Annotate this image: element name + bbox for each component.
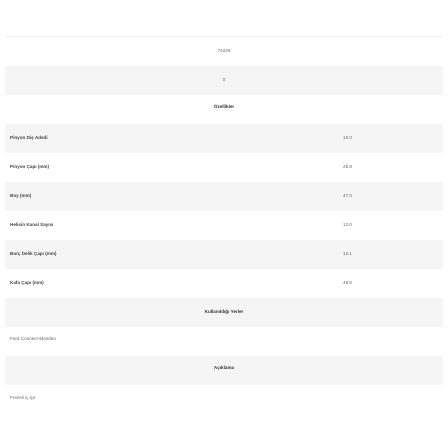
feature-label: Pinyon Çapı (mm) xyxy=(10,164,50,169)
features-heading-row xyxy=(5,95,443,124)
feature-label: Kafa Çapı (mm) xyxy=(10,280,44,285)
feature-label: Boy (mm) xyxy=(10,193,32,198)
description-text: Frezeli iç içe xyxy=(10,395,36,400)
feature-row xyxy=(5,269,443,298)
features-title: Özellikler xyxy=(213,104,235,109)
feature-row xyxy=(5,211,443,240)
product-count: 0 xyxy=(222,77,226,82)
feature-row xyxy=(5,182,443,211)
feature-row xyxy=(5,124,443,153)
usage-item: Ford Connect-Mondeo xyxy=(10,336,56,341)
description-row xyxy=(5,385,443,414)
feature-value: 47.0 xyxy=(343,193,352,198)
feature-value: 25.8 xyxy=(343,164,352,169)
feature-value: 12.0 xyxy=(343,222,352,227)
feature-label: Helisin Kanal Sayısı xyxy=(10,222,54,227)
product-code: 74225 xyxy=(217,48,231,53)
usage-heading-row xyxy=(5,298,443,327)
feature-label: Burç Delik Çapı (mm) xyxy=(10,251,57,256)
description-title: Açıklama xyxy=(213,365,235,370)
usage-title: Kullanıldığı Yerler xyxy=(204,309,244,314)
feature-row xyxy=(5,240,443,269)
feature-label: Pinyon Diş Adedi xyxy=(10,135,48,140)
usage-row xyxy=(5,327,443,356)
feature-row xyxy=(5,153,443,182)
feature-value: 48.0 xyxy=(343,280,352,285)
description-heading-row xyxy=(5,356,443,385)
code-row xyxy=(5,37,443,66)
feature-value: 12.1 xyxy=(343,251,352,256)
count-row xyxy=(5,66,443,95)
feature-value: 10.0 xyxy=(343,135,352,140)
